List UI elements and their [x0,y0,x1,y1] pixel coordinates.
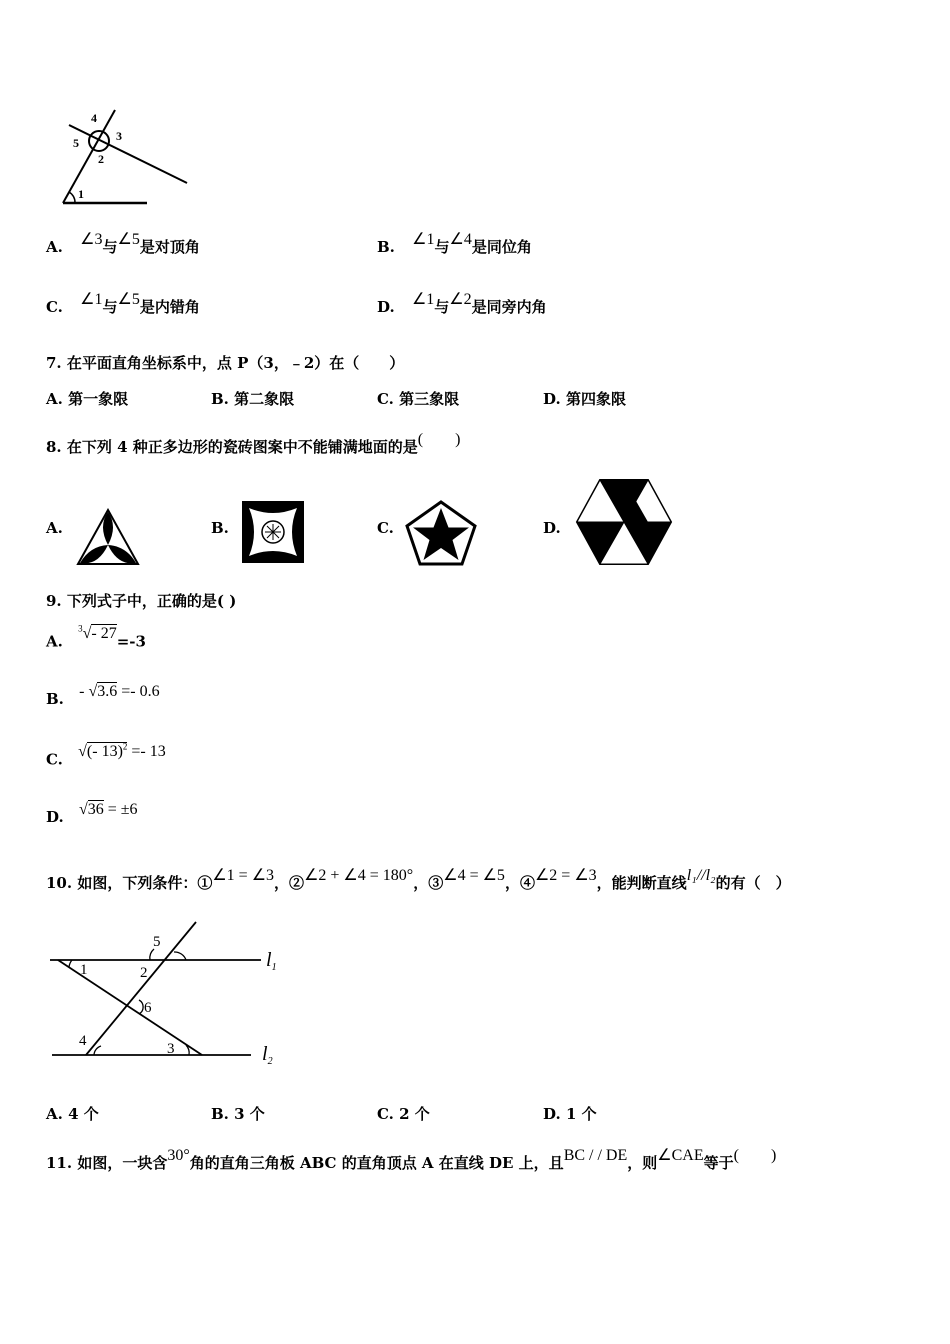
q10-option-d[interactable] [543,1103,597,1124]
answer-paren: ( ) [733,1147,777,1164]
rhs: =- 0.6 [121,683,160,700]
q6-label-5: 5 [73,136,79,150]
q7-stem: 7. 在平面直角坐标系中，点 P（3，﹣2）在（ ） [46,354,405,372]
q10-label-3: 3 [167,1041,175,1057]
q7-option-b[interactable] [211,388,294,409]
option-letter: B. [211,1105,229,1123]
option-text: 第四象限 [565,390,626,408]
q6-option-a[interactable] [46,231,200,257]
option-text: 是同旁内角 [471,298,547,316]
q10-option-c[interactable] [377,1103,430,1124]
stem-text: 的有（ ） [715,874,791,892]
q10-label-l1: $l_1$ [266,949,277,973]
conjunction: 与 [102,298,118,316]
option-letter: C. [46,298,63,316]
radicand: - 27 [91,625,117,643]
answer-paren: ( ) [417,431,461,448]
option-letter: A. [46,390,63,408]
condition-2: ∠2 + ∠4 = 180° [304,867,414,884]
q6-label-1: 1 [78,187,84,201]
option-text: 3 个 [234,1105,265,1123]
q8-option-d-hexagon-tile[interactable] [575,478,673,566]
q10-label-2: 2 [140,965,148,981]
stem-text: 角的直角三角板 ABC 的直角顶点 A 在直线 DE 上，且 [189,1154,564,1172]
option-letter: D. [377,298,395,316]
option-letter: B. [211,390,229,408]
angle-degree: 30° [167,1147,190,1164]
q6-angle1-arc [69,192,75,203]
option-text: 是内错角 [139,298,200,316]
option-letter: A. [46,238,63,256]
q6-angle-circle [89,131,109,151]
angle-term: ∠1 [411,291,435,308]
q9-option-c[interactable]: C. √(- 13)$^2$ =- 13 [46,742,166,769]
q8-stem-text: 8. 在下列 4 种正多边形的瓷砖图案中不能铺满地面的是 [46,438,418,456]
q11-stem [46,1147,777,1173]
q10-label-4: 4 [79,1033,87,1049]
rhs: =- 13 [131,743,166,761]
q8-option-b-letter[interactable]: B. [211,519,229,537]
option-letter: D. [543,390,561,408]
q6-option-c[interactable] [46,291,200,317]
option-letter: D. [46,808,64,826]
condition-4: ∠2 = ∠3 [534,867,597,884]
root-index: 3 [78,624,83,634]
stem-text: 等于 [703,1154,734,1172]
q6-figure [55,105,195,210]
angle-term: ∠1 [80,291,103,308]
angle-term: ∠2 [449,291,472,308]
q10-label-l2: $l_2$ [262,1043,273,1067]
stem-text: ，能判断直线 [596,874,687,892]
radicand: (- 13) [86,743,123,761]
conjunction: 与 [434,298,450,316]
q9-option-b[interactable]: B. - √3.6 =- 0.6 [46,683,160,708]
angle-term: ∠5 [117,291,140,308]
exponent: 2 [122,742,128,752]
q9-stem: 9. 下列式子中，正确的是( ) [46,592,237,610]
q6-label-4: 4 [91,111,97,125]
q9-option-a[interactable] [46,624,146,651]
q6-label-3: 3 [116,129,122,143]
option-text: 是对顶角 [139,238,200,256]
option-letter: B. [46,690,64,708]
q10-label-6: 6 [144,1000,152,1016]
cube-root-expression: $^3$√- 27 [78,624,117,643]
option-text: 4 个 [68,1105,99,1123]
q6-line-steep [63,110,115,203]
option-letter: D. [543,1105,561,1123]
q8-option-b-square-tile[interactable] [241,500,305,564]
option-letter: C. [46,750,63,769]
q8-option-a-triangle-tile[interactable] [76,508,140,566]
minus-sign: - [79,683,85,700]
q10-stem [46,867,791,893]
stem-text: 11. 如图，一块含 [46,1154,168,1172]
q10-figure [46,918,291,1073]
parallel-condition: BC / / DE [563,1147,628,1164]
q8-option-a-letter[interactable]: A. [46,519,63,537]
condition-3: ∠4 = ∠5 [443,867,505,884]
q8-stem [46,431,461,457]
q6-line-cross [69,125,187,183]
option-text: 第三象限 [399,390,460,408]
option-letter: C. [377,390,394,408]
stem-text: ，③ [413,874,444,892]
q6-option-d[interactable] [377,291,547,317]
conjunction: 与 [102,238,118,256]
rhs: =-3 [116,632,146,651]
option-text: 第一象限 [68,390,129,408]
q7-option-a[interactable] [46,388,128,409]
stem-text: 10. 如图，下列条件：① [46,874,213,892]
stem-text: ，则 [627,1154,658,1172]
q9-option-d[interactable]: D. √36 = ±6 [46,801,138,826]
option-letter: A. [46,1105,63,1123]
stem-text: ，② [274,874,305,892]
q10-option-a[interactable] [46,1103,99,1124]
conjunction: 与 [434,238,450,256]
option-text: 1 个 [565,1105,597,1123]
option-letter: A. [46,632,63,651]
radicand: 3.6 [97,683,118,700]
q8-option-d-letter[interactable]: D. [543,519,561,537]
angle-term: ∠3 [80,231,103,248]
option-letter: B. [377,238,395,256]
q8-option-c-letter[interactable]: C. [377,519,394,537]
q10-label-1: 1 [80,962,88,978]
q8-option-c-pentagon-tile[interactable] [405,500,477,566]
option-letter: C. [377,1105,394,1123]
q7-option-d[interactable] [543,388,626,409]
condition-1: ∠1 = ∠3 [212,867,275,884]
option-text: 是同位角 [471,238,532,256]
q6-option-b[interactable] [377,231,532,257]
option-text: 2 个 [399,1105,430,1123]
radicand: 36 [87,801,104,818]
angle-term: ∠5 [117,231,140,248]
q10-option-b[interactable] [211,1103,265,1124]
rhs: = ±6 [107,801,138,818]
q10-label-5: 5 [153,934,161,950]
angle-term: ∠1 [412,231,435,248]
q6-label-2: 2 [98,152,104,166]
angle-term: ∠4 [449,231,472,248]
angle-cae: ∠CAE [657,1147,704,1164]
option-text: 第二象限 [234,390,295,408]
stem-text: ，④ [504,874,535,892]
q7-option-c[interactable] [377,388,459,409]
parallel-relation: l₁//l₂ [686,867,716,884]
